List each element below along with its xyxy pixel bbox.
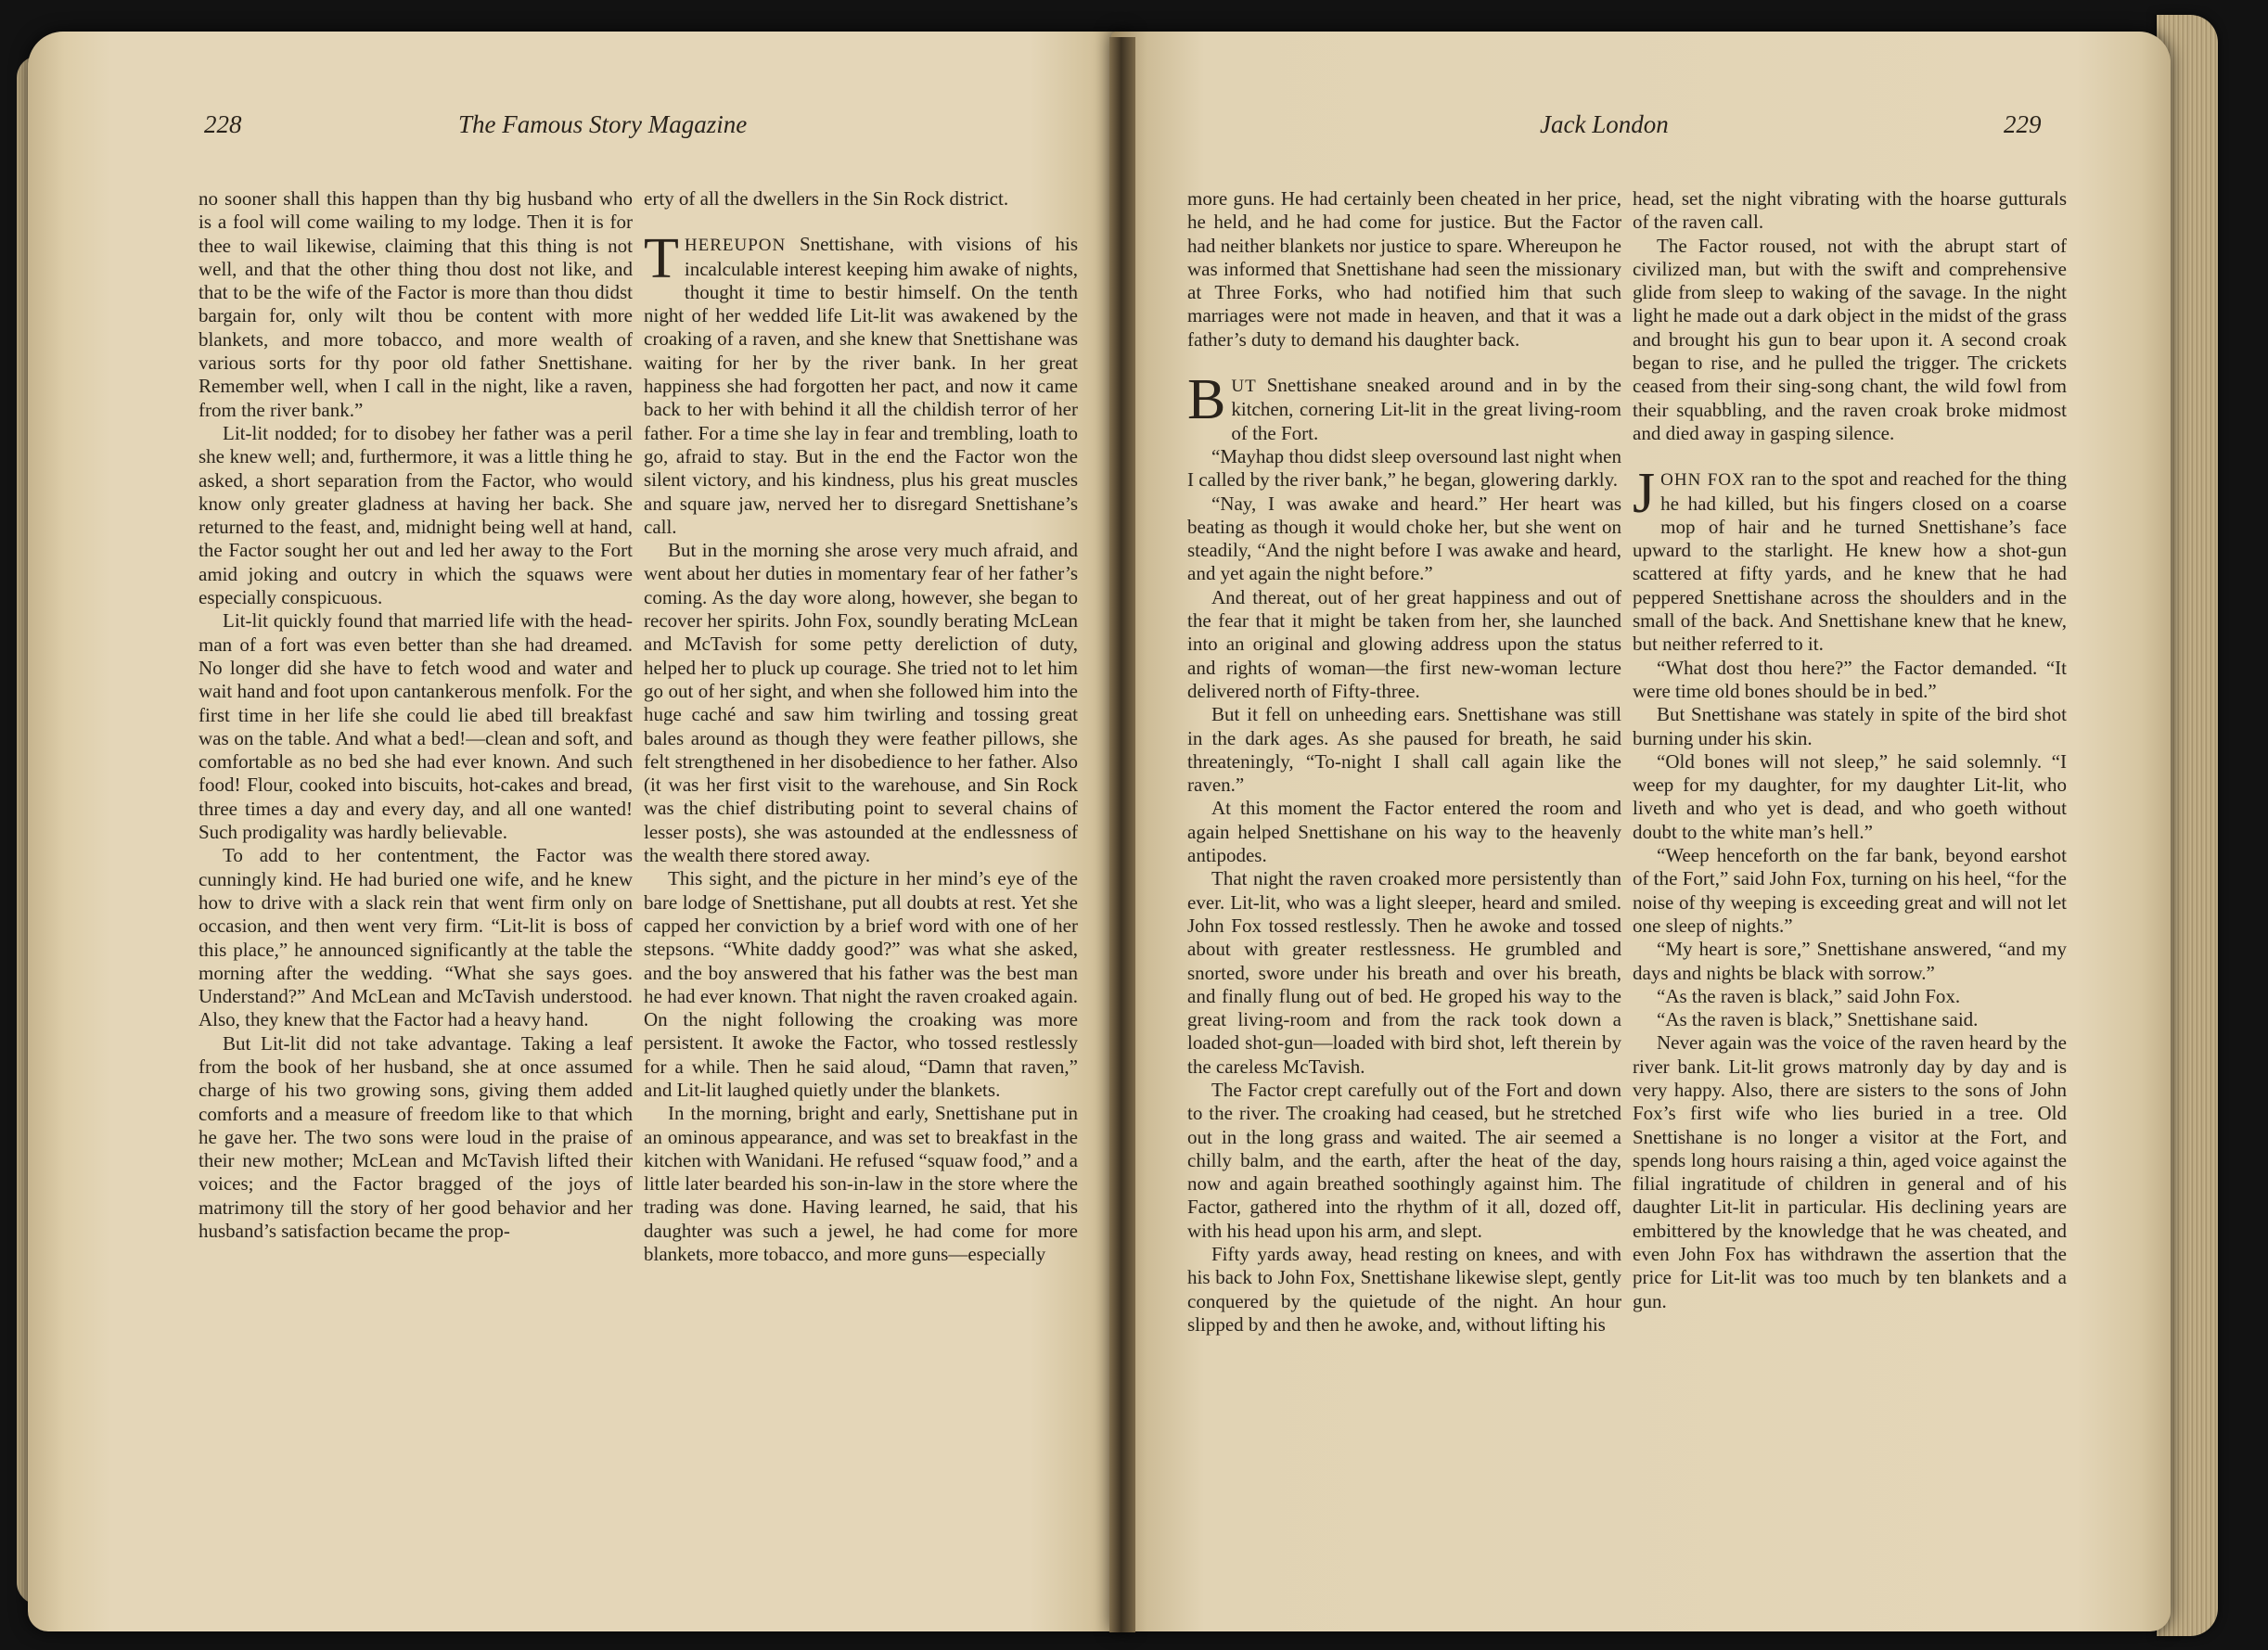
paragraph: “Weep henceforth on the far bank, beyond earshot of the Fort,” said John Fox, turning on his heel, “for the noise of thy weeping is exceeding great and will not let one sleep of nights.” xyxy=(1633,844,2067,937)
column-1 xyxy=(199,187,633,1243)
paragraph: “What dost thou here?” the Factor demanded. “It were time old bones should be in bed.” xyxy=(1633,656,2067,702)
paragraph: But it fell on unheeding ears. Snettishane was still in the dark ages. As she paused for breath, he said threateningly, “To-night I shall call again like the raven.” xyxy=(1187,703,1621,797)
paragraph: erty of all the dwellers in the Sin Rock district. xyxy=(644,187,1009,210)
paragraph: That night the raven croaked more persistently than ever. Lit-lit, who was a light sleeper, heard and smiled. John Fox tossed restlessly. Then he awoke and tossed about with greater restlessness. He grumbled and snorted, swore under his breath and over his breath, and finally flung out of bed. He groped his way to the great living-room and from the rack took down a loaded shot-gun—loaded with bird shot, left therein by the careless McTavish. xyxy=(1187,867,1621,1078)
page-number: 228 xyxy=(204,110,242,138)
paragraph: head, set the night vibrating with the hoarse gutturals of the raven call. xyxy=(1633,187,2067,234)
paragraph: “Mayhap thou didst sleep oversound last night when I called by the river bank,” he began, glowering darkly. xyxy=(1187,444,1621,492)
paragraph: At this moment the Factor entered the room and again helped Snettishane on his way to the heavenly antipodes. xyxy=(1187,797,1621,867)
paragraph: Lit-lit quickly found that married life with the head-man of a fort was even better than she had dreamed. No longer did she have to fetch wood and water and wait hand and foot upon cantankerous menfolk. For the first time in her life she could lie abed till breakfast was on the table. And what a bed!—clean and soft, and comfortable as no bed she had ever known. And such food! Flour, cooked into biscuits, hot-cakes and bread, three times a day and every day, and all one wanted! Such prodigality was hardly believable. xyxy=(199,609,633,844)
paragraph: The Factor crept carefully out of the Fort and down to the river. The croaking had ceased, but he stretched out in the long grass and waited. The air seemed a chilly balm, and the earth, after the heat of the day, now and again breathed soothingly against him. The Factor, gathered into the rhythm of it all, dozed off, with his head upon his arm, and slept. xyxy=(1187,1078,1621,1242)
paragraph: But Lit-lit did not take advantage. Taking a leaf from the book of her husband, she at once assumed charge of his two growing sons, giving them added comforts and a measure of freedom like to that which he gave her. The two sons were loud in the praise of their new mother; McLean and McTavish lifted their voices; and the Factor bragged of the joys of matrimony till the story of her good behavior and her husband’s satisfaction became the prop- xyxy=(199,1031,633,1243)
drop-cap: T xyxy=(644,227,679,291)
paragraph: This sight, and the picture in her mind’s eye of the bare lodge of Snettishane, put all doubts at rest. Yet she capped her conviction by a brief word with one of her stepsons. “White daddy good?” was what she asked, and the boy answered that his father was the best man he had ever known. That night the raven croaked again. On the night following the croaking was more persistent. It awoke the Factor, who tossed restlessly for a while. Then he said aloud, “Damn that raven,” and Lit-lit laughed quietly under the blankets. xyxy=(644,867,1078,1101)
paragraph: Fifty yards away, head resting on knees, and with his back to John Fox, Snettishane likewise slept, gently conquered by the quietude of the night. An hour slipped by and then he awoke, and, without lifting his xyxy=(1187,1243,1621,1336)
paragraph: “Old bones will not sleep,” he said solemnly. “I weep for my daughter, for my daughter Lit-lit, who liveth and who yet is dead, and who goeth without doubt to the white man’s hell.” xyxy=(1633,749,2067,843)
small-caps: OHN FOX xyxy=(1660,470,1746,491)
paragraph: “As the raven is black,” Snettishane said. xyxy=(1657,1008,1979,1031)
column-2 xyxy=(1633,187,2067,1313)
drop-cap: J xyxy=(1633,462,1656,526)
small-caps: UT xyxy=(1231,377,1257,397)
paragraph: “Nay, I was awake and heard.” Her heart was beating as though it would choke her, but she went on steadily, “And the night before I was awake and heard, and yet again the night before.” xyxy=(1187,492,1621,585)
paragraph: But Snettishane was stately in spite of the bird shot burning under his skin. xyxy=(1633,703,2067,749)
column-2 xyxy=(644,187,1078,1266)
paragraph: In the morning, bright and early, Snettishane put in an ominous appearance, and was set to breakfast in the kitchen with Wanidani. He refused “squaw food,” and a little later bearded his son-in-law in the store where the trading was done. Having learned, he said, that his daughter was such a jewel, he had come for more blankets, more tobacco, and more guns—especially xyxy=(644,1102,1078,1266)
paragraph: The Factor roused, not with the abrupt start of civilized man, but with the swift and comprehensive glide from sleep to waking of the savage. In the night light he made out a dark object in the midst of the grass and brought his gun to bear upon it. A second croak began to rise, and he pulled the trigger. The crickets ceased from their sing-song chant, the wild fowl from their squabbling, and the raven croak broke midmost and died away in gasping silence. xyxy=(1633,234,2067,444)
paragraph: And thereat, out of her great happiness and out of the fear that it might be taken from her, she launched into an original and glowing address upon the status and rights of woman—the first new-woman lecture delivered north of Fifty-three. xyxy=(1187,585,1621,702)
paragraph: no sooner shall this happen than thy big husband who is a fool will come wailing to my lodge. Then it is for thee to wail likewise, claiming that this thing is not well, and that the other thing thou dost not like, and that to be the wife of the Factor is more than thou didst bargain for, only wilt thou be content with more blankets, and more tobacco, and more wealth of various sorts for thy poor old father Snettishane. Remember well, when I call in the night, like a raven, from the river bank.” xyxy=(199,187,633,421)
paragraph: “My heart is sore,” Snettishane answered, “and my days and nights be black with sorrow.” xyxy=(1633,938,2067,984)
section-text: ran to the spot and reached for the thing he had killed, but his fingers closed on a coarse mop of hair and he turned Snettishane’s face upward to the starlight. He knew how a shot-gun scattered at fifty yards, and he knew that he had peppered Snettishane across the shoulders and in the small of the back. And Snettishane knew that he knew, but neither referred to it. xyxy=(1633,467,2067,656)
paragraph: Lit-lit nodded; for to disobey her father was a peril she knew well; and, furthermore, it was a little thing he asked, a short separation from the Factor, who would know only greater gladness at having her back. She returned to the feast, and, midnight being well at hand, the Factor sought her out and led her away to the Fort amid joking and outcry in which the squaws were especially conspicuous. xyxy=(199,421,633,609)
left-page xyxy=(28,32,1130,1631)
section-paragraph xyxy=(1187,368,1621,445)
small-caps: HEREUPON xyxy=(684,236,787,256)
paragraph: To add to her contentment, the Factor was cunningly kind. He had buried one wife, and he knew how to drive with a slack rein that went firm only on occasion, and then went very firm. “Lit-lit is boss of this place,” he announced significantly at the table the morning after the wedding. “What she says goes. Understand?” And McLean and McTavish understood. Also, they knew that the Factor had a heavy hand. xyxy=(199,844,633,1031)
paragraph: “As the raven is black,” said John Fox. xyxy=(1657,984,1961,1007)
drop-cap: B xyxy=(1187,368,1226,432)
right-page xyxy=(1111,32,2171,1631)
running-header: Jack London xyxy=(1540,110,1669,138)
paragraph: But in the morning she arose very much afraid, and went about her duties in momentary fear of her father’s coming. As the day wore along, however, she began to recover her spirits. John Fox, soundly berating McLean and McTavish for some petty dereliction of duty, helped her to pluck up courage. She tried not to let him go out of her sight, and when she followed him into the huge caché and saw him twirling and tossing great bales around as though they were feather pillows, she felt strengthened in her disobedience to her father. Also (it was her first visit to the warehouse, and Sin Rock was the chief distributing point to several chains of lesser posts), she was astounded at the endlessness of the wealth there stored away. xyxy=(644,539,1078,867)
section-text: Snettishane, with visions of his incalculable interest keeping him awake of nights, thought it time to bestir himself. On the tenth night of her wedded life Lit-lit was awakened by the croaking of a raven, and she knew that Snettishane was waiting for her by the river bank. In her great happiness she had forgotten her pact, and now it came back to her with behind it all the childish terror of her father. For a time she lay in fear and trembling, loath to go, afraid to stay. But in the end the Factor won the silent victory, and his kindness, plus his great muscles and square jaw, nerved her to disregard Snettishane’s call. xyxy=(644,233,1078,538)
paragraph: more guns. He had certainly been cheated in her price, he held, and he had come for justice. But the Factor had neither blankets nor justice to spare. Whereupon he was informed that Snettishane had seen the missionary at Three Forks, who had notified him that such marriages were not made in heaven, and that it was a father’s duty to demand his daughter back. xyxy=(1187,187,1621,351)
section-paragraph xyxy=(1633,462,2067,656)
page-number: 229 xyxy=(2004,110,2042,138)
book-gutter xyxy=(1109,37,1135,1632)
running-header: The Famous Story Magazine xyxy=(458,110,748,138)
column-1 xyxy=(1187,187,1621,1337)
paragraph: Never again was the voice of the raven heard by the river bank. Lit-lit grows matronly day by day and is very happy. Also, there are sisters to the sons of John Fox’s first wife who lies buried in a tree. Old Snettishane is no longer a visitor at the Fort, and spends long hours raising a thin, aged voice against the filial ingratitude of children in general and of his daughter Lit-lit in particular. His declining years are embittered by the knowledge that he was cheated, and even John Fox has withdrawn the assertion that the price for Lit-lit was too much by ten blankets and a gun. xyxy=(1633,1031,2067,1312)
section-text: Snettishane sneaked around and in by the kitchen, cornering Lit-lit in the great living-room of the Fort. xyxy=(1231,374,1621,444)
section-paragraph xyxy=(644,227,1078,539)
